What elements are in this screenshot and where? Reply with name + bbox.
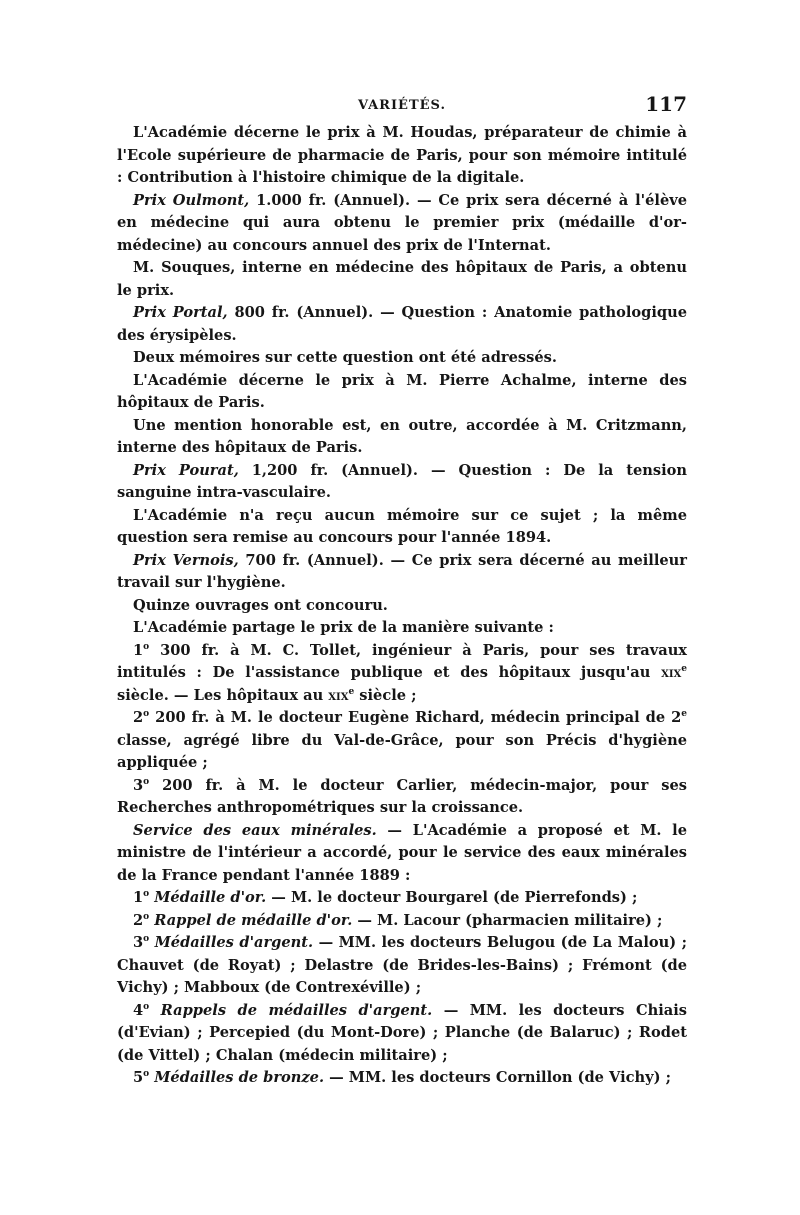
- running-head: VARIÉTÉS.: [358, 98, 446, 113]
- paragraph-medailles-argent: 3$^o$ Médailles d'argent. — MM. les docteurs Belugou (de La Malou) ; Chauvet (de Royat) ; Delastre (de Brides-les-Bains) ; Frémont (de Vichy) ; Mabboux (de Contrexéville) ;: [117, 934, 687, 996]
- paragraph-prix-oulmont: Prix Oulmont, 1.000 fr. (Annuel). — Ce prix sera décerné à l'élève en médecine qui aura obtenu le premier prix (médaille d'or-médecine) au concours annuel des prix de l'Internat.: [117, 191, 687, 254]
- paragraph-critzmann: Une mention honorable est, en outre, accordée à M. Critzmann, interne des hôpitaux de Paris.: [117, 416, 687, 456]
- paragraph-tollet: 1$^o$ 300 fr. à M. C. Tollet, ingénieur à Paris, pour ses travaux intitulés : De l'assistance publique et des hôpitaux jusqu'au xix$^e$ siècle. — Les hôpitaux au xix$^e$ siècle ;: [117, 641, 687, 704]
- paragraph-aucun-memoire: L'Académie n'a reçu aucun mémoire sur ce sujet ; la même question sera remise au concours pour l'année 1894.: [117, 506, 687, 546]
- paragraph-medailles-bronze: 5$^o$ Médailles de bronze. — MM. les docteurs Cornillon (de Vichy) ;: [133, 1069, 671, 1086]
- paragraph-rappel-or: 2$^o$ Rappel de médaille d'or. — M. Lacour (pharmacien militaire) ;: [133, 911, 663, 929]
- section-title: Service des eaux minérales.: [133, 821, 377, 839]
- paragraph-achalme: L'Académie décerne le prix à M. Pierre Achalme, interne des hôpitaux de Paris.: [117, 371, 687, 411]
- paragraph-carlier: 3$^o$ 200 fr. à M. le docteur Carlier, médecin-major, pour ses Recherches anthropométriques sur la croissance.: [117, 776, 687, 816]
- paragraph-houdas: L'Académie décerne le prix à M. Houdas, préparateur de chimie à l'Ecole supérieure de pharmacie de Paris, pour son mémoire intitulé : Contribution à l'histoire chimique de la digitale.: [117, 124, 687, 186]
- body-text: [117, 122, 687, 1090]
- page-header: [117, 92, 687, 122]
- paragraph-prix-portal: Prix Portal, 800 fr. (Annuel). — Question : Anatomie pathologique des érysipèles.: [117, 304, 687, 344]
- prize-title: Prix Pourat,: [133, 461, 239, 479]
- paragraph-medaille-or: 1$^o$ Médaille d'or. — M. le docteur Bourgarel (de Pierrefonds) ;: [133, 889, 638, 906]
- paragraph-quinze: Quinze ouvrages ont concouru.: [133, 596, 388, 614]
- paragraph-memoires: Deux mémoires sur cette question ont été adressés.: [133, 349, 557, 366]
- paragraph-rappels-argent: 4$^o$ Rappels de médailles d'argent. — MM. les docteurs Chiais (d'Evian) ; Percepied (du Mont-Dore) ; Planche (de Balaruc) ; Rodet (de Vittel) ; Chalan (médecin militaire) ;: [117, 1001, 687, 1064]
- prize-title: Prix Portal,: [133, 304, 228, 321]
- paragraph-prix-vernois: Prix Vernois, 700 fr. (Annuel). — Ce prix sera décerné au meilleur travail sur l'hygiène.: [117, 551, 687, 591]
- prize-title: Prix Oulmont,: [133, 191, 250, 209]
- page-number: 117: [645, 92, 687, 116]
- document-page: [117, 92, 687, 1090]
- paragraph-prix-pourat: Prix Pourat, 1,200 fr. (Annuel). — Question : De la tension sanguine intra-vasculaire.: [117, 461, 687, 501]
- paragraph-eaux-minerales: Service des eaux minérales. — L'Académie a proposé et M. le ministre de l'intérieur a accordé, pour le service des eaux minérales de la France pendant l'année 1889 :: [117, 821, 688, 884]
- prize-title: Prix Vernois,: [133, 551, 239, 569]
- paragraph-partage: L'Académie partage le prix de la manière suivante :: [133, 619, 554, 636]
- paragraph-souques: M. Souques, interne en médecine des hôpitaux de Paris, a obtenu le prix.: [117, 259, 687, 299]
- paragraph-richard: 2$^o$ 200 fr. à M. le docteur Eugène Richard, médecin principal de 2e classe, agrégé libre du Val-de-Grâce, pour son Précis d'hygiène appliquée ;: [117, 709, 687, 771]
